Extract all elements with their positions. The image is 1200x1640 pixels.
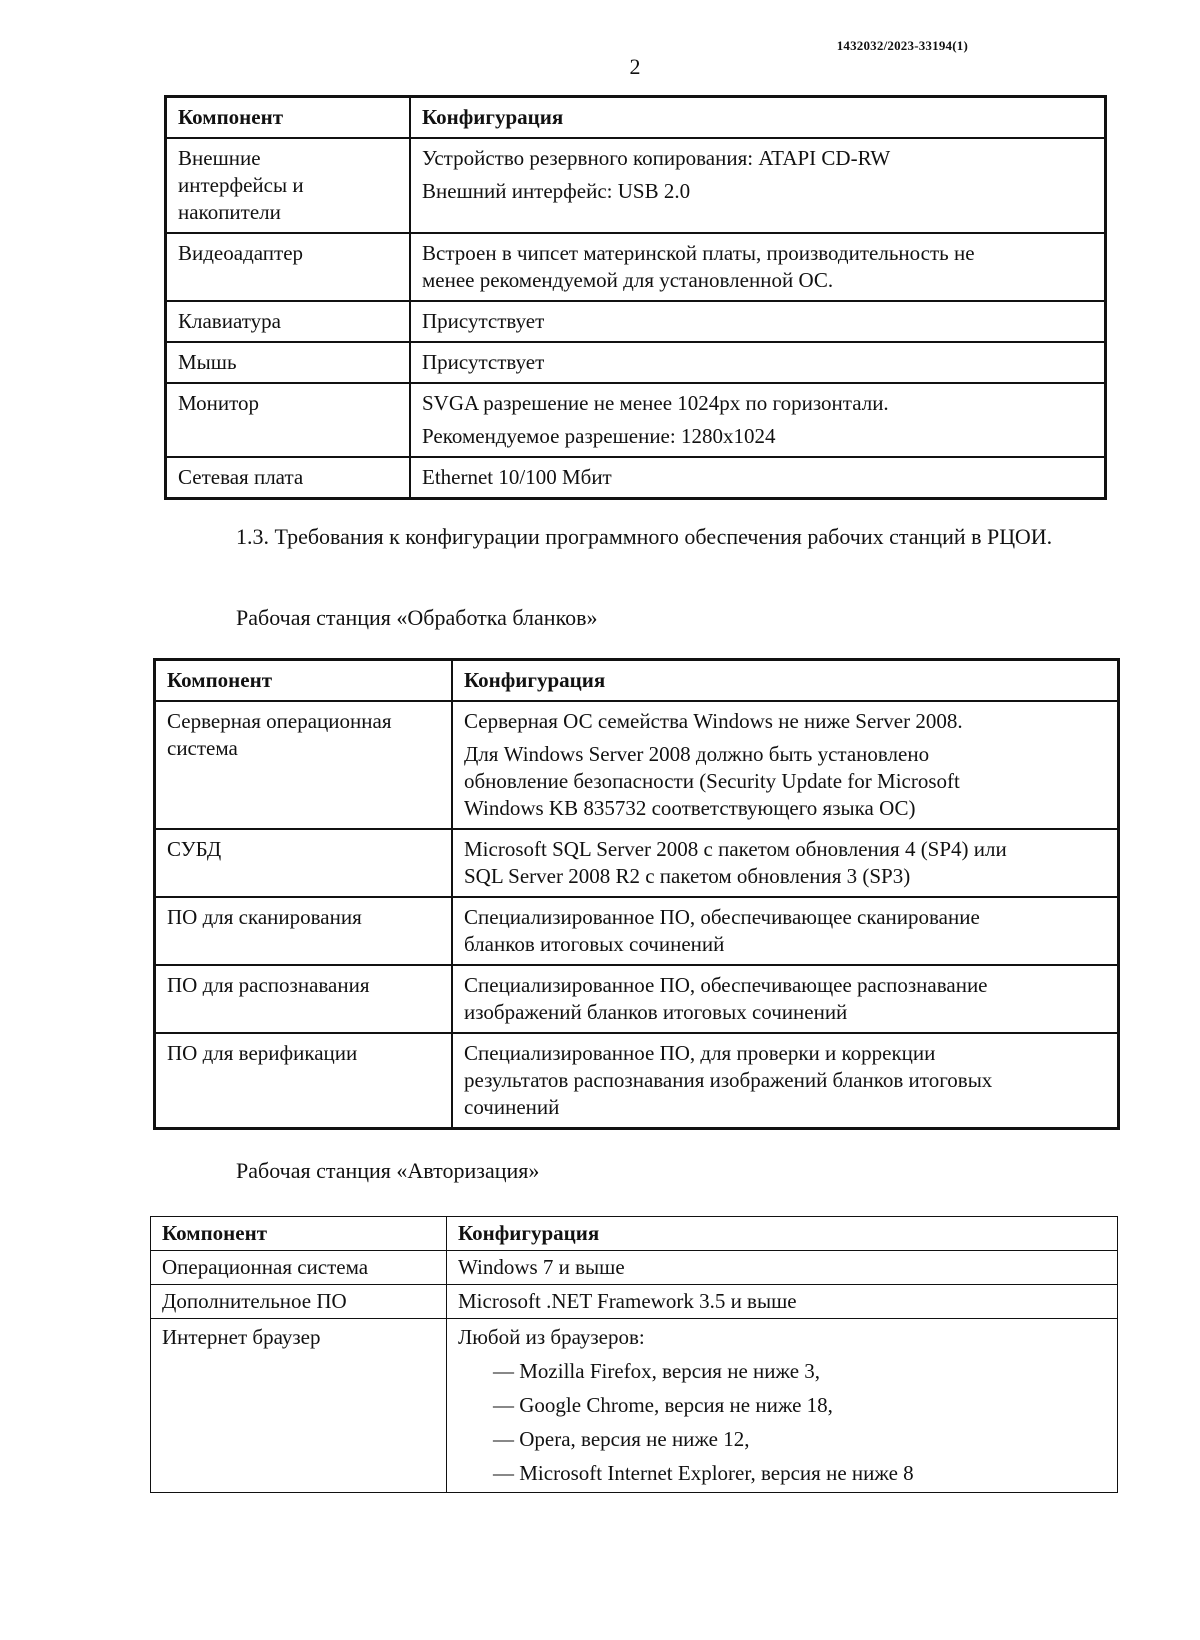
cell-line: накопители xyxy=(178,200,281,224)
browser-list-item: — Opera, версия не ниже 12, xyxy=(493,1427,750,1451)
browser-list-item: — Microsoft Internet Explorer, версия не ниже 8 xyxy=(493,1461,914,1485)
authorization-software-table xyxy=(150,1216,1118,1493)
cell-line: Видеоадаптер xyxy=(178,241,304,265)
hardware-config-table xyxy=(164,95,1107,500)
cell-line: Специализированное ПО, обеспечивающее сканирование xyxy=(464,905,980,929)
cell-line: результатов распознавания изображений бланков итоговых xyxy=(464,1068,993,1092)
column-header-configuration: Конфигурация xyxy=(452,660,1119,702)
cell-line: Внешние xyxy=(178,146,261,170)
page-number: 2 xyxy=(629,54,641,79)
workstation-title-forms: Рабочая станция «Обработка бланков» xyxy=(236,605,598,630)
cell-line: система xyxy=(167,736,238,760)
config-cell xyxy=(452,965,1119,1033)
table-header-row xyxy=(151,1217,1118,1251)
component-cell: СУБД xyxy=(155,829,453,897)
cell-line: интерфейсы и xyxy=(178,173,304,197)
table-row xyxy=(166,138,1106,233)
cell-line: Встроен в чипсет материнской платы, производительность не xyxy=(422,241,975,265)
component-cell: Дополнительное ПО xyxy=(151,1285,447,1319)
cell-line: бланков итоговых сочинений xyxy=(464,932,725,956)
column-header-configuration: Конфигурация xyxy=(447,1217,1118,1251)
component-cell: Монитор xyxy=(166,383,411,457)
cell-line: Внешний интерфейс: USB 2.0 xyxy=(422,179,691,203)
table-row xyxy=(155,965,1119,1033)
table-header-row xyxy=(155,660,1119,702)
cell-line: Серверная ОС семейства Windows не ниже Server 2008. xyxy=(464,709,963,733)
column-header-configuration: Конфигурация xyxy=(410,97,1106,139)
cell-line: Специализированное ПО, обеспечивающее распознавание xyxy=(464,973,988,997)
config-cell xyxy=(410,138,1106,233)
config-cell xyxy=(410,233,1106,301)
component-cell: Клавиатура xyxy=(166,301,411,342)
config-cell: Присутствует xyxy=(410,342,1106,383)
forms-software-table xyxy=(153,658,1120,1130)
table-row xyxy=(166,383,1106,457)
section-requirement-text: 1.3. Требования к конфигурации программного обеспечения рабочих станций в РЦОИ. xyxy=(236,524,1053,549)
column-header-component: Компонент xyxy=(166,97,411,139)
browser-list-item: — Google Chrome, версия не ниже 18, xyxy=(493,1393,833,1417)
config-cell: Присутствует xyxy=(410,301,1106,342)
table-row xyxy=(166,342,1106,383)
cell-line: Любой из браузеров: xyxy=(458,1325,645,1349)
table-header-row xyxy=(166,97,1106,139)
component-cell: Мышь xyxy=(166,342,411,383)
workstation-title-authorization: Рабочая станция «Авторизация» xyxy=(236,1158,540,1183)
table-row xyxy=(155,1033,1119,1129)
cell-line: Рекомендуемое разрешение: 1280x1024 xyxy=(422,424,776,448)
component-cell: Интернет браузер xyxy=(151,1319,447,1493)
table-row xyxy=(151,1319,1118,1493)
column-header-component: Компонент xyxy=(155,660,453,702)
column-header-component: Компонент xyxy=(151,1217,447,1251)
browser-list-item: — Mozilla Firefox, версия не ниже 3, xyxy=(493,1359,821,1383)
cell-line: SVGA разрешение не менее 1024px по горизонтали. xyxy=(422,391,889,415)
document-id: 1432032/2023-33194(1) xyxy=(836,38,968,53)
component-cell xyxy=(166,138,411,233)
config-cell xyxy=(452,1033,1119,1129)
cell-line: Microsoft SQL Server 2008 с пакетом обновления 4 (SP4) или xyxy=(464,837,1007,861)
cell-line: изображений бланков итоговых сочинений xyxy=(464,1000,848,1024)
config-cell: Windows 7 и выше xyxy=(447,1251,1118,1285)
table-row xyxy=(166,233,1106,301)
config-cell: Ethernet 10/100 Мбит xyxy=(410,457,1106,499)
table-row xyxy=(166,301,1106,342)
table-row xyxy=(166,457,1106,499)
table-row xyxy=(151,1285,1118,1319)
cell-line: Устройство резервного копирования: ATAPI CD-RW xyxy=(422,146,891,170)
component-cell: ПО для сканирования xyxy=(155,897,453,965)
cell-line: SQL Server 2008 R2 с пакетом обновления 3 (SP3) xyxy=(464,864,911,888)
table-row xyxy=(155,701,1119,829)
cell-line: Серверная операционная xyxy=(167,709,392,733)
config-cell xyxy=(410,383,1106,457)
table-row xyxy=(155,829,1119,897)
component-cell: Операционная система xyxy=(151,1251,447,1285)
component-cell: ПО для верификации xyxy=(155,1033,453,1129)
cell-line: Windows KB 835732 соответствующего языка ОС) xyxy=(464,796,916,820)
component-cell xyxy=(155,701,453,829)
cell-line: Специализированное ПО, для проверки и коррекции xyxy=(464,1041,936,1065)
table-row xyxy=(155,897,1119,965)
table-row xyxy=(151,1251,1118,1285)
cell-line: обновление безопасности (Security Update for Microsoft xyxy=(464,769,960,793)
cell-line: сочинений xyxy=(464,1095,560,1119)
component-cell: Сетевая плата xyxy=(166,457,411,499)
cell-line: Для Windows Server 2008 должно быть установлено xyxy=(464,742,930,766)
config-cell xyxy=(447,1319,1118,1493)
cell-line: менее рекомендуемой для установленной ОС. xyxy=(422,268,834,292)
component-cell xyxy=(166,233,411,301)
config-cell xyxy=(452,897,1119,965)
config-cell xyxy=(452,701,1119,829)
component-cell: ПО для распознавания xyxy=(155,965,453,1033)
config-cell: Microsoft .NET Framework 3.5 и выше xyxy=(447,1285,1118,1319)
config-cell xyxy=(452,829,1119,897)
